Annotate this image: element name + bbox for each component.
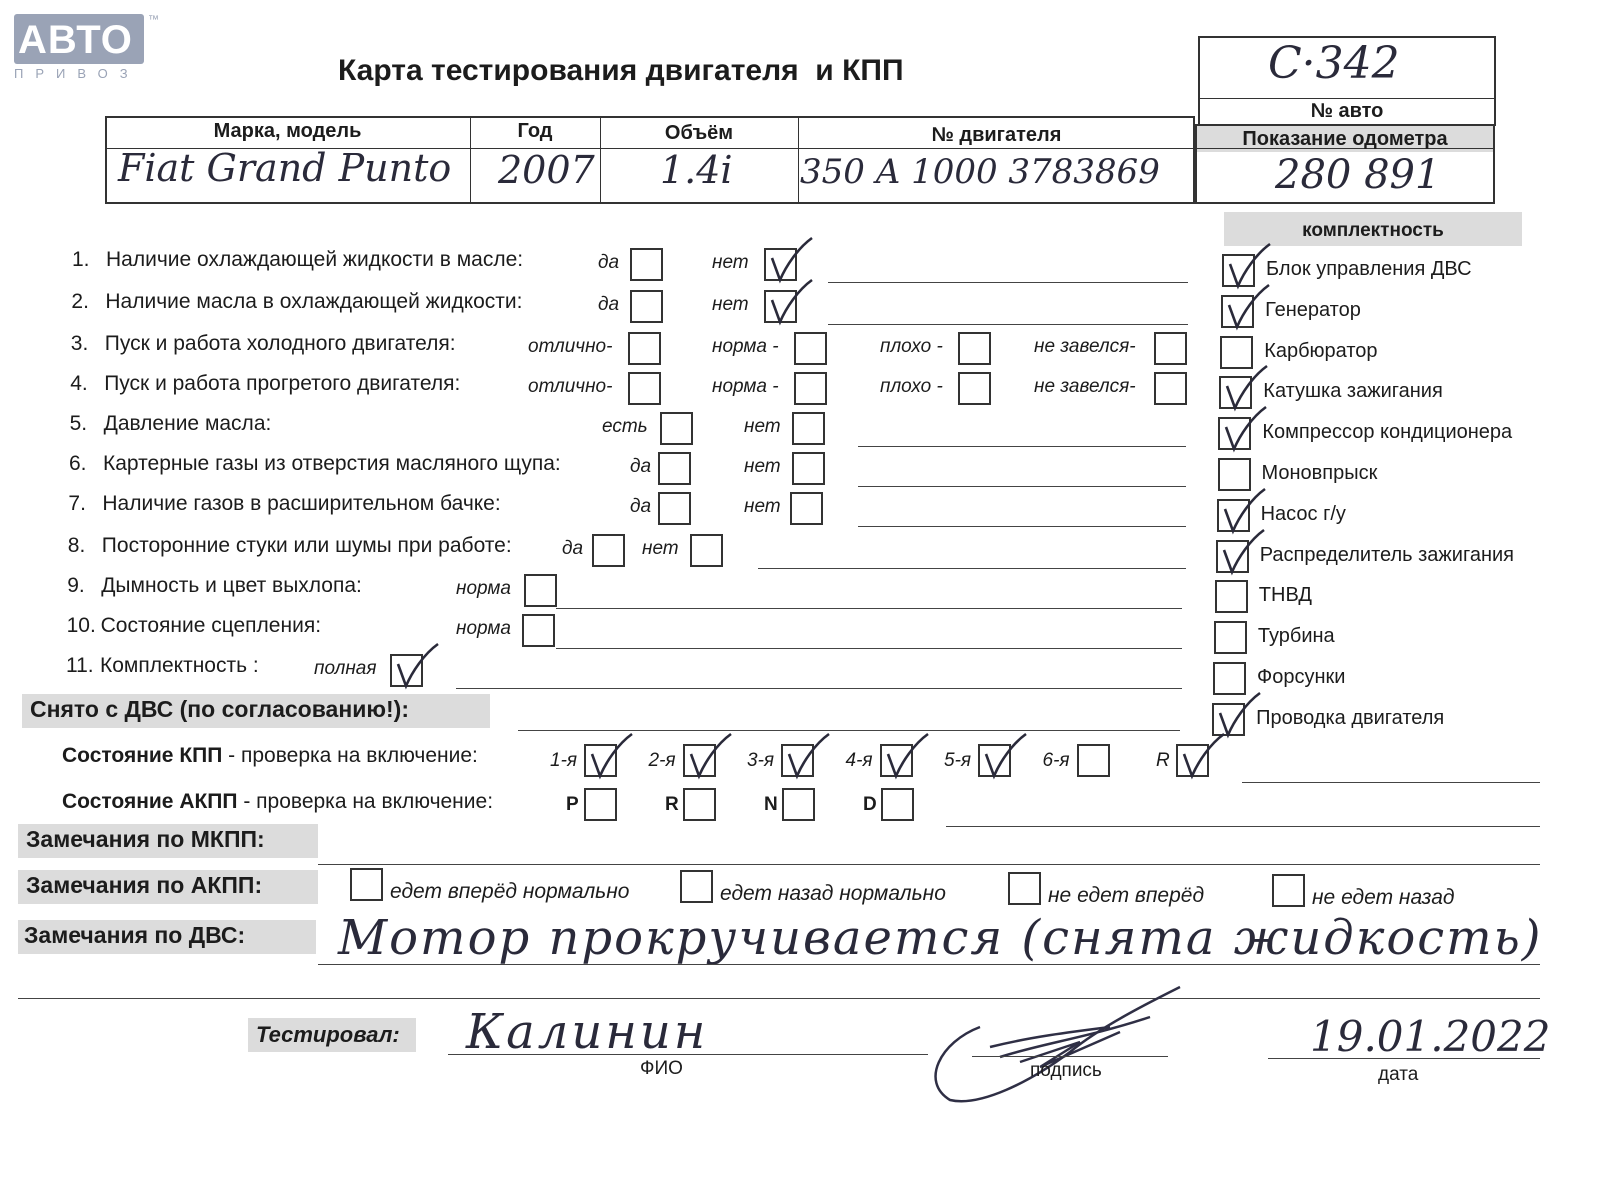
kpp-gear-checkbox[interactable] xyxy=(978,744,1011,777)
mkpp-remarks-label: Замечания по МКПП: xyxy=(26,826,265,852)
check-mark-icon xyxy=(1220,528,1264,572)
akpp-label: Состояние АКПП - проверка на включение: xyxy=(62,790,494,813)
question-option-checkbox[interactable] xyxy=(390,654,423,687)
value-engine-number: 350 A 1000 3783869 xyxy=(800,152,1160,192)
question-note-line xyxy=(858,446,1186,447)
question-option-label: плохо - xyxy=(880,376,943,397)
logo-main: АВТО xyxy=(18,18,133,62)
question-note-line xyxy=(858,526,1186,527)
question-option-label: нет xyxy=(744,416,781,437)
check-mark-icon xyxy=(394,642,438,686)
sign-line xyxy=(972,1056,1168,1057)
completeness-checkbox[interactable] xyxy=(1216,540,1249,573)
completeness-item-label: Насос г/у xyxy=(1260,502,1346,525)
kpp-gear-label: 2-я xyxy=(648,750,676,771)
check-mark-icon xyxy=(1222,405,1266,449)
value-volume: 1.4i xyxy=(660,148,733,192)
question-option-label: норма xyxy=(456,618,511,639)
question-number: 3. xyxy=(70,332,89,355)
auto-number-value: C·342 xyxy=(1268,38,1400,89)
check-mark-icon xyxy=(1216,691,1260,735)
question-option-label: нет xyxy=(642,538,679,559)
question-option-label: не завелся- xyxy=(1034,376,1136,397)
dvs-remarks-label: Замечания по ДВС: xyxy=(24,922,246,948)
check-mark-icon xyxy=(588,732,632,776)
completeness-item-label: Распределитель зажигания xyxy=(1259,543,1515,566)
question-option-checkbox[interactable] xyxy=(524,574,557,607)
akpp-mode-checkbox[interactable] xyxy=(782,788,815,821)
completeness-item-label: Блок управления ДВС xyxy=(1266,258,1472,280)
kpp-label: Состояние КПП - проверка на включение: xyxy=(62,744,478,767)
completeness-title: комплектность xyxy=(1302,220,1444,241)
question-number: 8. xyxy=(67,534,86,557)
question-option-label: нет xyxy=(712,252,749,273)
kpp-gear-label: 3-я xyxy=(747,750,775,771)
check-mark-icon xyxy=(785,732,829,776)
question-text: Наличие масла в охлаждающей жидкости: xyxy=(105,290,523,313)
completeness-item-label: Генератор xyxy=(1265,298,1361,321)
question-option-label: да xyxy=(630,496,652,517)
kpp-gear-label: 1-я xyxy=(550,750,578,771)
akpp-mode-checkbox[interactable] xyxy=(683,788,716,821)
check-mark-icon xyxy=(884,732,928,776)
kpp-gear-label: 5-я xyxy=(944,750,972,771)
question-option-checkbox[interactable] xyxy=(1154,332,1187,365)
question-note-line xyxy=(758,568,1186,569)
question-text: Комплектность : xyxy=(100,654,259,677)
col-engine-number: № двигателя xyxy=(931,124,1062,146)
check-mark-icon xyxy=(1221,487,1265,531)
question-option-label: отлично- xyxy=(528,336,613,357)
question-option-checkbox[interactable] xyxy=(792,412,825,445)
check-mark-icon xyxy=(1226,242,1270,286)
question-note-line xyxy=(858,486,1186,487)
value-odometer: 280 891 xyxy=(1275,152,1441,198)
removed-label: Снято с ДВС (по согласованию!): xyxy=(30,696,409,722)
question-note-line xyxy=(556,608,1182,609)
page-title: Карта тестирования двигателя и КПП xyxy=(338,54,904,87)
question-option-checkbox[interactable] xyxy=(790,492,823,525)
question-option-checkbox[interactable] xyxy=(690,534,723,567)
question-text: Дымность и цвет выхлопа: xyxy=(101,574,362,597)
completeness-checkbox[interactable] xyxy=(1215,580,1248,613)
question-number: 1. xyxy=(72,248,90,271)
question-option-label: норма - xyxy=(712,336,779,357)
question-option-label: да xyxy=(598,252,620,273)
question-option-checkbox[interactable] xyxy=(764,290,797,323)
date-label: дата xyxy=(1378,1064,1419,1085)
question-option-label: да xyxy=(630,456,652,477)
col-volume: Объём xyxy=(664,122,734,144)
question-option-label: есть xyxy=(602,416,648,437)
completeness-item-label: Форсунки xyxy=(1257,666,1346,688)
col-make-model: Марка, модель xyxy=(213,120,362,142)
check-mark-icon xyxy=(1223,364,1267,408)
check-mark-icon xyxy=(1225,283,1269,327)
question-option-checkbox[interactable] xyxy=(630,290,663,323)
col-odometer: Показание одометра xyxy=(1242,128,1448,150)
completeness-item-label: Турбина xyxy=(1257,625,1335,648)
question-option-checkbox[interactable] xyxy=(1154,372,1187,405)
question-text: Посторонние стуки или шумы при работе: xyxy=(101,534,512,557)
value-year: 2007 xyxy=(498,148,595,192)
question-option-label: да xyxy=(562,538,584,559)
divider-line xyxy=(18,998,1540,999)
kpp-gear-label: R xyxy=(1156,750,1170,771)
logo-sub: ПРИВОЗ xyxy=(14,66,140,81)
akpp-remark-checkbox[interactable] xyxy=(1272,874,1305,907)
question-text: Картерные газы из отверстия масляного щупа: xyxy=(103,452,561,475)
question-option-label: полная xyxy=(314,658,377,679)
logo-tm: ™ xyxy=(148,14,159,26)
logo xyxy=(14,14,164,84)
question-option-label: нет xyxy=(744,496,781,517)
tested-name: Калинин xyxy=(466,1004,709,1060)
kpp-gear-label: 6-я xyxy=(1042,750,1070,771)
akpp-remark-label: едет назад нормально xyxy=(720,882,946,905)
kpp-line xyxy=(1242,782,1540,783)
question-text: Пуск и работа прогретого двигателя: xyxy=(104,372,461,395)
question-note-line xyxy=(556,648,1182,649)
col-year: Год xyxy=(517,120,553,142)
fio-label: ФИО xyxy=(640,1058,683,1079)
question-number: 5. xyxy=(69,412,88,435)
question-number: 9. xyxy=(67,574,85,597)
completeness-item-label: Катушка зажигания xyxy=(1263,380,1443,403)
completeness-checkbox[interactable] xyxy=(1214,621,1247,654)
kpp-gear-checkbox[interactable] xyxy=(1176,744,1209,777)
akpp-remark-label: едет вперёд нормально xyxy=(390,880,630,903)
question-option-checkbox[interactable] xyxy=(958,332,991,365)
tested-label: Тестировал: xyxy=(256,1022,400,1047)
question-option-label: да xyxy=(598,294,620,315)
question-note-line xyxy=(828,282,1188,283)
question-option-checkbox[interactable] xyxy=(794,332,827,365)
date-value: 19.01.2022 xyxy=(1310,1012,1551,1061)
check-mark-icon xyxy=(687,732,731,776)
question-option-checkbox[interactable] xyxy=(658,492,691,525)
kpp-gear-checkbox[interactable] xyxy=(683,744,716,777)
akpp-mode-label: P xyxy=(566,794,579,815)
akpp-mode-checkbox[interactable] xyxy=(584,788,617,821)
question-text: Состояние сцепления: xyxy=(100,614,322,637)
question-number: 7. xyxy=(68,492,86,515)
date-line xyxy=(1268,1058,1540,1059)
question-option-checkbox[interactable] xyxy=(658,452,691,485)
kpp-gear-checkbox[interactable] xyxy=(880,744,913,777)
question-option-label: норма xyxy=(456,578,511,599)
question-number: 6. xyxy=(69,452,87,475)
fio-line xyxy=(448,1054,928,1055)
akpp-remark-checkbox[interactable] xyxy=(1008,872,1041,905)
dvs-remarks-text: Мотор прокручивается (снята жидкость) xyxy=(338,910,1543,966)
akpp-mode-label: R xyxy=(665,794,679,815)
question-option-label: нет xyxy=(712,294,749,315)
kpp-gear-checkbox[interactable] xyxy=(781,744,814,777)
akpp-remark-checkbox[interactable] xyxy=(350,868,383,901)
signature xyxy=(920,982,1220,1112)
check-mark-icon xyxy=(768,236,812,280)
question-note-line xyxy=(828,324,1188,325)
akpp-remark-label: не едет назад xyxy=(1312,886,1455,909)
completeness-checkbox[interactable] xyxy=(1212,703,1245,736)
kpp-gear-checkbox[interactable] xyxy=(1077,744,1110,777)
question-number: 11. xyxy=(66,654,94,677)
check-mark-icon xyxy=(1180,732,1224,776)
question-option-label: нет xyxy=(744,456,781,477)
kpp-gear-checkbox[interactable] xyxy=(584,744,617,777)
completeness-checkbox[interactable] xyxy=(1218,417,1251,450)
dvs-remarks-line xyxy=(318,964,1540,965)
question-option-label: не завелся- xyxy=(1034,336,1136,357)
akpp-mode-checkbox[interactable] xyxy=(881,788,914,821)
question-number: 10. xyxy=(66,614,96,637)
check-mark-icon xyxy=(768,278,812,322)
question-number: 4. xyxy=(70,372,88,395)
question-option-checkbox[interactable] xyxy=(630,248,663,281)
auto-number-label: № авто xyxy=(1310,100,1384,122)
question-option-checkbox[interactable] xyxy=(628,372,661,405)
akpp-remark-checkbox[interactable] xyxy=(680,870,713,903)
question-option-label: норма - xyxy=(712,376,779,397)
akpp-mode-label: N xyxy=(764,794,778,815)
akpp-line xyxy=(946,826,1540,827)
akpp-remarks-label: Замечания по АКПП: xyxy=(26,872,263,898)
akpp-remark-label: не едет вперёд xyxy=(1048,884,1205,907)
removed-line xyxy=(518,730,1180,731)
akpp-mode-label: D xyxy=(863,794,877,815)
value-make-model: Fiat Grand Punto xyxy=(118,146,452,190)
completeness-checkbox[interactable] xyxy=(1221,295,1254,328)
question-text: Наличие охлаждающей жидкости в масле: xyxy=(106,248,524,271)
question-option-label: отлично- xyxy=(528,376,613,397)
question-option-checkbox[interactable] xyxy=(660,412,693,445)
question-option-checkbox[interactable] xyxy=(522,614,555,647)
question-number: 2. xyxy=(71,290,89,313)
completeness-item-label: ТНВД xyxy=(1258,584,1312,607)
question-option-checkbox[interactable] xyxy=(764,248,797,281)
question-option-checkbox[interactable] xyxy=(592,534,625,567)
question-text: Пуск и работа холодного двигателя: xyxy=(104,332,456,355)
completeness-item-label: Проводка двигателя xyxy=(1256,706,1445,729)
sign-label: подпись xyxy=(1030,1060,1102,1081)
question-option-checkbox[interactable] xyxy=(628,332,661,365)
completeness-item-label: Моновпрыск xyxy=(1261,462,1378,484)
completeness-item-label: Компрессор кондиционера xyxy=(1262,421,1513,444)
question-option-label: плохо - xyxy=(880,336,943,357)
question-option-checkbox[interactable] xyxy=(794,372,827,405)
kpp-gear-label: 4-я xyxy=(845,750,873,771)
completeness-item-label: Карбюратор xyxy=(1264,339,1378,362)
question-text: Давление масла: xyxy=(103,412,272,435)
check-mark-icon xyxy=(982,732,1026,776)
mkpp-remarks-line xyxy=(318,864,1540,865)
question-text: Наличие газов в расширительном бачке: xyxy=(102,492,501,515)
question-option-checkbox[interactable] xyxy=(792,452,825,485)
question-option-checkbox[interactable] xyxy=(958,372,991,405)
question-note-line xyxy=(456,688,1182,689)
